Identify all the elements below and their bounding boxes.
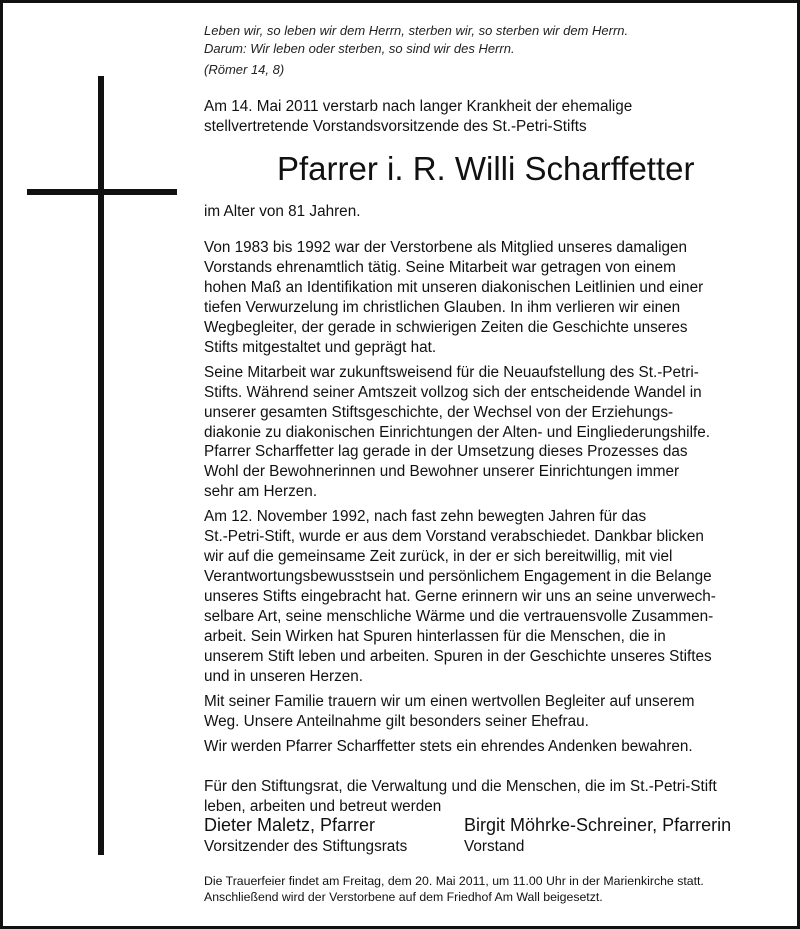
paragraph-condolences <box>204 692 789 732</box>
bible-verse-line: Leben wir, so leben wir dem Herrn, sterben wir, so sterben wir dem Herrn. <box>204 23 629 38</box>
age-line: im Alter von 81 Jahren. <box>204 203 361 220</box>
text-line: unserer gesamten Stiftsgeschichte, der Wechsel von der Erziehungs- <box>204 403 674 421</box>
text-line: Weg. Unsere Anteilnahme gilt besonders seiner Ehefrau. <box>204 712 589 730</box>
text-line: Von 1983 bis 1992 war der Verstorbene als Mitglied unseres damaligen <box>204 238 688 256</box>
bible-verse-reference: (Römer 14, 8) <box>204 62 285 77</box>
text-line: tiefen Verwurzelung im christlichen Glauben. In ihm verlieren wir einen <box>204 298 681 316</box>
footer-line: Die Trauerfeier findet am Freitag, dem 20. Mai 2011, um 11.00 Uhr in der Marienkirche statt. <box>204 874 704 888</box>
announcement-line: Am 14. Mai 2011 verstarb nach langer Krankheit der ehemalige <box>204 98 633 115</box>
bible-verse-line: Darum: Wir leben oder sterben, so sind wir des Herrn. <box>204 41 515 56</box>
closing-statement <box>204 777 789 817</box>
text-line: Stifts. Während seiner Amtszeit vollzog sich der entscheidende Wandel in <box>204 383 702 401</box>
text-line: unseres Stifts eingebracht hat. Gerne erinnern wir uns an seine unverwech- <box>204 588 716 606</box>
death-announcement <box>204 97 764 137</box>
signatory-name: Birgit Möhrke-Schreiner, Pfarrerin <box>464 815 732 835</box>
paragraph-contribution <box>204 363 789 503</box>
text-line: hohen Maß an Identifikation mit unseren diakonischen Leitlinien und einer <box>204 278 704 296</box>
text-line: Am 12. November 1992, nach fast zehn bewegten Jahren für das <box>204 508 647 526</box>
text-line: Wir werden Pfarrer Scharffetter stets ein ehrendes Andenken bewahren. <box>204 737 693 755</box>
text-line: Vorstands ehrenamtlich tätig. Seine Mitarbeit war getragen von einem <box>204 258 676 276</box>
footer-line: Anschließend wird der Verstorbene auf dem Friedhof Am Wall beigesetzt. <box>204 890 603 904</box>
cross-horizontal-bar <box>27 189 177 195</box>
text-line: Seine Mitarbeit war zukunftsweisend für die Neuaufstellung des St.-Petri- <box>204 363 699 381</box>
text-line: unserem Stift leben und arbeiten. Spuren in der Geschichte unseres Stiftes <box>204 648 712 666</box>
text-line: Verantwortungsbewusstsein und persönlichem Engagement in die Belange <box>204 568 712 586</box>
bible-verse <box>204 22 764 79</box>
text-line: sehr am Herzen. <box>204 483 318 501</box>
paragraph-tenure <box>204 238 789 358</box>
text-line: diakonie zu diakonischen Einrichtungen der Alten- und Eingliederungshilfe. <box>204 423 710 441</box>
text-line: Stifts mitgestaltet und geprägt hat. <box>204 338 437 356</box>
signatory-role: Vorsitzender des Stiftungsrats <box>204 838 408 855</box>
text-line: selbare Art, seine menschliche Wärme und die vertrauensvolle Zusammen- <box>204 608 714 626</box>
text-line: Pfarrer Scharffetter lag gerade in der Umsetzung dieses Prozesses das <box>204 443 688 461</box>
signatory-name: Dieter Maletz, Pfarrer <box>204 815 376 835</box>
text-line: Für den Stiftungsrat, die Verwaltung und die Menschen, die im St.-Petri-Stift <box>204 777 717 795</box>
signature-block-board <box>464 813 731 857</box>
funeral-details <box>204 873 789 905</box>
announcement-line: stellvertretende Vorstandsvorsitzende des St.-Petri-Stifts <box>204 118 587 135</box>
paragraph-remembrance <box>204 737 789 757</box>
obituary-body <box>204 202 789 817</box>
text-line: leben, arbeiten und betreut werden <box>204 797 442 815</box>
text-line: und in unseren Herzen. <box>204 667 364 685</box>
text-line: wir auf die gemeinsame Zeit zurück, in der er sich bereitwillig, mit viel <box>204 548 673 566</box>
text-line: arbeit. Sein Wirken hat Spuren hinterlassen für die Menschen, die in <box>204 628 666 646</box>
text-line: St.-Petri-Stift, wurde er aus dem Vorstand verabschiedet. Dankbar blicken <box>204 528 704 546</box>
text-line: Wegbegleiter, der gerade in schwierigen Zeiten die Geschichte unseres <box>204 318 688 336</box>
signatory-role: Vorstand <box>464 838 525 855</box>
text-line: Wohl der Bewohnerinnen und Bewohner unserer Einrichtungen immer <box>204 463 680 481</box>
signature-block-chair <box>204 813 407 857</box>
deceased-name: Pfarrer i. R. Willi Scharffetter <box>277 150 695 187</box>
text-line: Mit seiner Familie trauern wir um einen wertvollen Begleiter auf unserem <box>204 692 695 710</box>
paragraph-farewell <box>204 507 789 687</box>
